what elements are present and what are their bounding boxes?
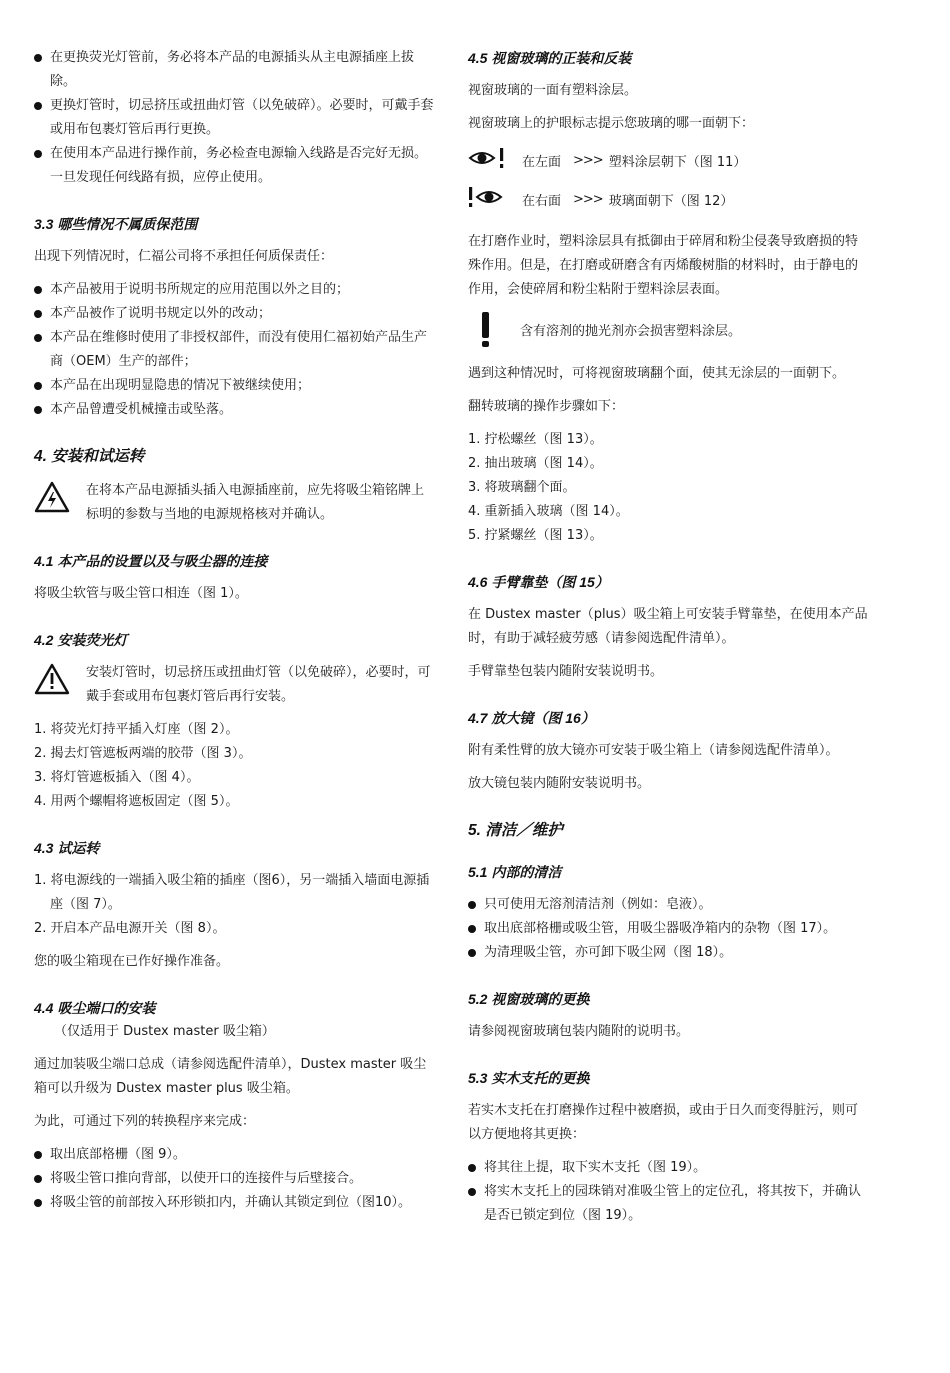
section-heading-5-3: 5.3 实木支托的更换 — [468, 1070, 590, 1086]
list-item: 将吸尘管口推向背部，以使开口的连接件与后壁接合。 — [34, 1167, 434, 1191]
paragraph: 请参阅视窗玻璃包装内随附的说明书。 — [468, 1024, 690, 1039]
section-heading-5-2: 5.2 视窗玻璃的更换 — [468, 991, 590, 1007]
solvent-notice — [468, 311, 868, 353]
step-item: 2. 揭去灯管遮板两端的胶带（图 3）。 — [34, 746, 252, 761]
section-heading-4-6: 4.6 手臂靠垫（图 15） — [468, 574, 609, 590]
section-heading-4-1: 4.1 本产品的设置以及与吸尘器的连接 — [34, 553, 268, 569]
list-item: 将实木支托上的园珠销对准吸尘管上的定位孔，将其按下，并确认是否已锁定到位（图 19）。 — [468, 1180, 868, 1228]
step-item: 1. 拧松螺丝（图 13）。 — [468, 432, 603, 447]
step-item: 5. 拧紧螺丝（图 13）。 — [468, 528, 603, 543]
eye-symbol-right-row — [468, 184, 868, 214]
right-column — [468, 46, 868, 1228]
notice-text: 含有溶剂的抛光剂亦会损害塑料涂层。 — [520, 324, 742, 339]
paragraph: 您的吸尘箱现在已作好操作准备。 — [34, 954, 230, 969]
section-heading-5-1: 5.1 内部的清洁 — [468, 864, 562, 880]
step-item: 2. 抽出玻璃（图 14）。 — [468, 456, 603, 471]
section-heading-4-4: 4.4 吸尘端口的安装 — [34, 1000, 156, 1016]
paragraph: 在 Dustex master（plus）吸尘箱上可安装手臂靠垫，在使用本产品时，有助于减轻疲劳感（请参阅选配件清单）。 — [468, 607, 868, 646]
list-item: 只可使用无溶剂清洁剂（例如：皂液）。 — [468, 893, 868, 917]
paragraph: 在打磨作业时，塑料涂层具有抵御由于碎屑和粉尘侵袭导致磨损的特殊作用。但是，在打磨或研磨含有丙烯酸树脂的材料时，由于静电的作用，会使碎屑和粉尘粘附于塑料涂层表面。 — [468, 234, 859, 297]
list-item: 本产品在维修时使用了非授权部件，而没有使用仁福初始产品生产商（OEM）生产的部件； — [34, 326, 434, 374]
paragraph: 为此，可通过下列的转换程序来完成： — [34, 1114, 256, 1129]
list-item: 取出底部格栅或吸尘管，用吸尘器吸净箱内的杂物（图 17）。 — [468, 917, 868, 941]
list-item: 取出底部格栅（图 9）。 — [34, 1143, 434, 1167]
eye-row-text: 塑料涂层朝下（图 11） — [608, 154, 747, 170]
electrical-warning — [34, 479, 434, 527]
section-heading-5: 5. 清洁／维护 — [468, 822, 563, 839]
lamp-install-steps — [34, 718, 434, 814]
section-heading-4-3: 4.3 试运转 — [34, 840, 100, 856]
high-voltage-warning-icon — [34, 479, 74, 517]
arrows-symbol: >>> — [573, 152, 603, 168]
interior-cleaning-list — [468, 893, 868, 965]
section-subheading: （仅适用于 Dustex master 吸尘箱） — [54, 1024, 275, 1039]
eye-row-text: 玻璃面朝下（图 12） — [608, 193, 734, 209]
caution-icon — [34, 661, 74, 699]
step-item: 4. 用两个螺帽将遮板固定（图 5）。 — [34, 794, 239, 809]
paragraph: 手臂靠垫包装内随附安装说明书。 — [468, 664, 664, 679]
warning-eye-icon — [468, 185, 508, 213]
arrows-symbol: >>> — [573, 191, 603, 207]
step-item: 1. 将电源线的一端插入吸尘箱的插座（图6），另一端插入墙面电源插座（图 7）。 — [34, 873, 430, 912]
list-item: 本产品被作了说明书规定以外的改动； — [34, 302, 434, 326]
list-item: 本产品被用于说明书所规定的应用范围以外之目的； — [34, 278, 434, 302]
paragraph: 将吸尘软管与吸尘管口相连（图 1）。 — [34, 586, 248, 601]
section-heading-3-3: 3.3 哪些情况不属质保范围 — [34, 216, 198, 232]
list-item: 更换灯管时，切忌挤压或扭曲灯管（以免破碎）。必要时，可戴手套或用布包裹灯管后再行更换。 — [34, 94, 434, 142]
step-item: 4. 重新插入玻璃（图 14）。 — [468, 504, 629, 519]
warranty-intro-text: 出现下列情况时，仁福公司将不承担任何质保责任： — [34, 249, 334, 264]
section-heading-4-7: 4.7 放大镜（图 16） — [468, 710, 595, 726]
section-heading-4-2: 4.2 安装荧光灯 — [34, 632, 128, 648]
list-item: 本产品曾遭受机械撞击或坠落。 — [34, 398, 434, 422]
step-item: 1. 将荧光灯持平插入灯座（图 2）。 — [34, 722, 239, 737]
paragraph: 遇到这种情况时，可将视窗玻璃翻个面，使其无涂层的一面朝下。 — [468, 366, 846, 381]
paragraph: 视窗玻璃的一面有塑料涂层。 — [468, 83, 638, 98]
eye-position-label: 在左面 — [522, 154, 562, 170]
exclamation-icon — [468, 311, 508, 353]
eye-position-label: 在右面 — [522, 193, 562, 209]
list-item: 本产品在出现明显隐患的情况下被继续使用； — [34, 374, 434, 398]
eye-symbol-left-row — [468, 145, 868, 175]
trial-run-steps — [34, 869, 434, 941]
warning-text: 在将本产品电源插头插入电源插座前，应先将吸尘箱铭牌上标明的参数与当地的电源规格核对并确认。 — [86, 483, 425, 522]
list-item: 为清理吸尘管，亦可卸下吸尘网（图 18）。 — [468, 941, 868, 965]
section-heading-4: 4. 安装和试运转 — [34, 448, 145, 465]
glass-flip-steps — [468, 428, 868, 548]
step-item: 3. 将玻璃翻个面。 — [468, 480, 576, 495]
paragraph: 若实木支托在打磨操作过程中被磨损，或由于日久而变得脏污，则可以方便地将其更换： — [468, 1103, 859, 1142]
step-item: 3. 将灯管遮板插入（图 4）。 — [34, 770, 200, 785]
eye-warning-icon — [468, 146, 508, 174]
wood-support-replacement-list — [468, 1156, 868, 1228]
list-item: 将其往上提，取下实木支托（图 19）。 — [468, 1156, 868, 1180]
conversion-steps-list — [34, 1143, 434, 1215]
section-heading-4-5: 4.5 视窗玻璃的正装和反装 — [468, 50, 632, 66]
list-item: 将吸尘管的前部按入环形锁扣内，并确认其锁定到位（图10）。 — [34, 1191, 434, 1215]
paragraph: 通过加装吸尘端口总成（请参阅选配件清单），Dustex master 吸尘箱可以升级为 Dustex master plus 吸尘箱。 — [34, 1057, 427, 1096]
left-column — [34, 46, 434, 1215]
list-item: 在更换荧光灯管前，务必将本产品的电源插头从主电源插座上拔除。 — [34, 46, 434, 94]
paragraph: 附有柔性臂的放大镜亦可安装于吸尘箱上（请参阅选配件清单）。 — [468, 743, 839, 758]
paragraph: 视窗玻璃上的护眼标志提示您玻璃的哪一面朝下： — [468, 116, 755, 131]
paragraph: 放大镜包装内随附安装说明书。 — [468, 776, 651, 791]
warning-text: 安装灯管时，切忌挤压或扭曲灯管（以免破碎），必要时，可戴手套或用布包裹灯管后再行安装。 — [86, 665, 431, 704]
step-item: 2. 开启本产品电源开关（图 8）。 — [34, 921, 226, 936]
intro-bullet-list — [34, 46, 434, 190]
warranty-exclusion-list — [34, 278, 434, 422]
lamp-warning — [34, 661, 434, 709]
list-item: 在使用本产品进行操作前，务必检查电源输入线路是否完好无损。一旦发现任何线路有损，应停止使用。 — [34, 142, 434, 190]
paragraph: 翻转玻璃的操作步骤如下： — [468, 399, 625, 414]
